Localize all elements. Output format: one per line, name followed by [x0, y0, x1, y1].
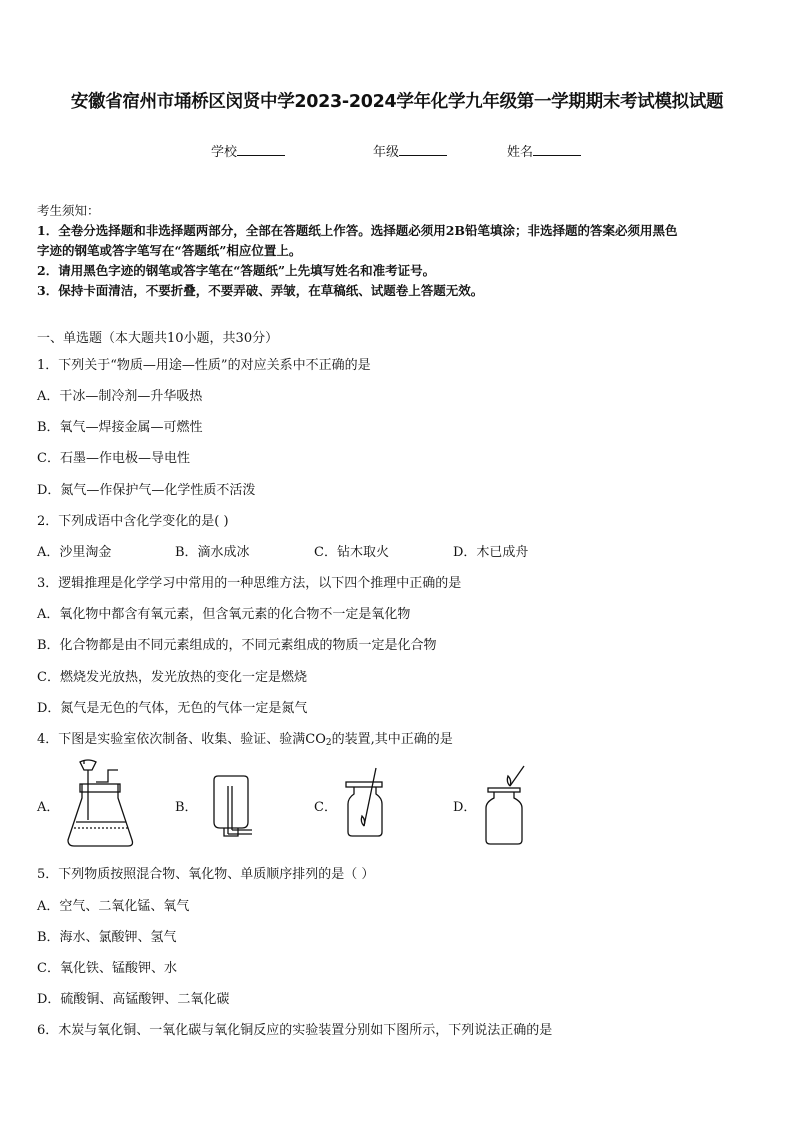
- exam-notice: [37, 201, 762, 301]
- question-4-option-d[interactable]: D．: [453, 800, 477, 815]
- name-label: 姓名: [507, 145, 534, 160]
- grade-blank[interactable]: [399, 143, 447, 156]
- question-4-option-a[interactable]: A．: [37, 800, 60, 815]
- question-3-option-d[interactable]: D．氮气是无色的气体，无色的气体一定是氮气: [37, 701, 308, 716]
- name-field[interactable]: [507, 141, 581, 160]
- question-5-option-d[interactable]: D．硫酸铜、高锰酸钾、二氧化碳: [37, 992, 230, 1007]
- question-3-option-a[interactable]: A．氧化物中都含有氧元素，但含氧元素的化合物不一定是氧化物: [37, 607, 411, 622]
- question-1-option-d[interactable]: D．氮气—作保护气—化学性质不活泼: [37, 483, 256, 498]
- question-3-stem: 3．逻辑推理是化学学习中常用的一种思维方法，以下四个推理中正确的是: [37, 576, 462, 591]
- section-heading: 一、单选题（本大题共10小题，共30分）: [37, 331, 279, 346]
- question-1-option-c[interactable]: C．石墨—作电极—导电性: [37, 451, 190, 466]
- school-blank[interactable]: [237, 143, 285, 156]
- question-1-option-a[interactable]: A．干冰—制冷剂—升华吸热: [37, 389, 203, 404]
- notice-item: 1．全卷分选择题和非选择题两部分，全部在答题纸上作答。选择题必须用2B铅笔填涂；非选择题的答案必须用黑色: [37, 223, 678, 238]
- notice-heading: 考生须知：: [37, 203, 100, 218]
- erlenmeyer-flask-apparatus-icon: [62, 756, 140, 852]
- question-2-option-c[interactable]: C．钻木取火: [314, 545, 389, 560]
- question-4-stem: 4．下图是实验室依次制备、收集、验证、验满$CO_2$的装置,其中正确的是: [37, 732, 453, 748]
- question-4-option-b[interactable]: B．: [175, 800, 198, 815]
- notice-item: 字迹的钢笔或答字笔写在“答题纸”相应位置上。: [37, 243, 302, 258]
- grade-label: 年级: [373, 145, 400, 160]
- school-field[interactable]: [211, 141, 285, 160]
- grade-field[interactable]: [373, 141, 447, 160]
- question-2-stem: 2．下列成语中含化学变化的是( ): [37, 514, 229, 529]
- question-1-option-b[interactable]: B．氧气—焊接金属—可燃性: [37, 420, 203, 435]
- name-blank[interactable]: [533, 143, 581, 156]
- question-2-option-d[interactable]: D．木已成舟: [453, 545, 529, 560]
- gas-bottle-with-match-icon: [478, 764, 534, 846]
- question-6-stem: 6．木炭与氧化铜、一氧化碳与氧化铜反应的实验装置分别如下图所示，下列说法正确的是: [37, 1023, 553, 1038]
- notice-item: 3．保持卡面清洁，不要折叠，不要弄破、弄皱，在草稿纸、试题卷上答题无效。: [37, 283, 484, 298]
- question-5-stem: 5．下列物质按照混合物、氧化物、单质顺序排列的是（ ）: [37, 867, 375, 882]
- question-5-option-c[interactable]: C．氧化铁、锰酸钾、水: [37, 961, 177, 976]
- inverted-gas-bottle-icon: [206, 770, 256, 842]
- question-3-option-c[interactable]: C．燃烧发光放热，发光放热的变化一定是燃烧: [37, 670, 307, 685]
- notice-item: 2．请用黑色字迹的钢笔或答字笔在“答题纸”上先填写姓名和准考证号。: [37, 263, 436, 278]
- question-1-stem: 1．下列关于“物质—用途—性质”的对应关系中不正确的是: [37, 358, 371, 373]
- question-5-option-a[interactable]: A．空气、二氧化锰、氧气: [37, 899, 190, 914]
- question-2-option-a[interactable]: A．沙里淘金: [37, 545, 112, 560]
- question-3-option-b[interactable]: B．化合物都是由不同元素组成的，不同元素组成的物质一定是化合物: [37, 638, 437, 653]
- gas-jar-test-icon: [340, 766, 394, 840]
- question-5-option-b[interactable]: B．海水、氯酸钾、氢气: [37, 930, 177, 945]
- question-4-option-c[interactable]: C．: [314, 800, 337, 815]
- page-title: 安徽省宿州市埇桥区闵贤中学2023-2024学年化学九年级第一学期期末考试模拟试题: [70, 92, 724, 112]
- question-2-option-b[interactable]: B．滴水成冰: [175, 545, 250, 560]
- school-label: 学校: [211, 145, 238, 160]
